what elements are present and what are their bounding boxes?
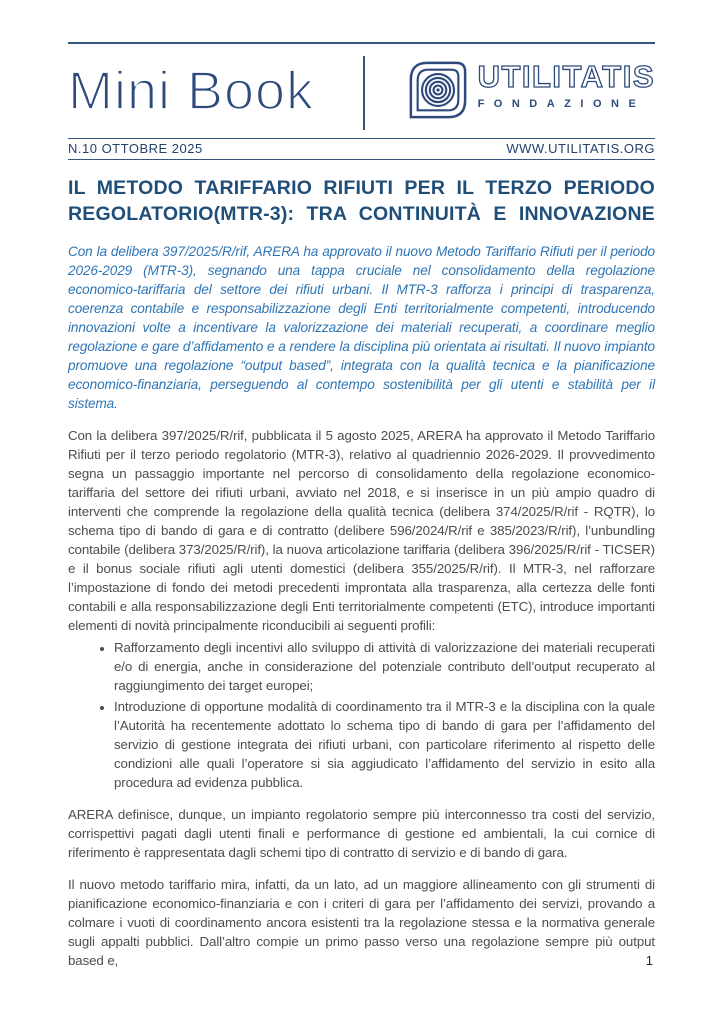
utilitatis-logo [407, 59, 655, 121]
header-divider [363, 56, 365, 130]
article-title: IL METODO TARIFFARIO RIFIUTI PER IL TERZO PERIODO REGOLATORIO(MTR-3): TRA CONTINUITÀ E INNOVAZIONE [68, 177, 655, 225]
novelty-list [68, 638, 655, 792]
list-item-coordinamento: • Introduzione di opportune modalità di coordinamento tra il MTR-3 e la disciplina con la quale l’Autorità ha recentemente adottato lo schema tipo di bando di gara per l’affidamento del servizio di gestione integrata dei rifiuti urbani, con particolare riferimento al rispetto delle condizioni alle quali l’operatore si sia aggiudicato l’affidamento del servizio in esito alla procedura ad evidenza pubblica. [114, 697, 655, 792]
paragraph-delibera: Con la delibera 397/2025/R/rif, pubblicata il 5 agosto 2025, ARERA ha approvato il Metodo Tariffario Rifiuti per il terzo periodo regolatorio (MTR-3), relativo al quadriennio 2026-2029. Il provvedimento segna un passaggio importante nel percorso di consolidamento della regolazione economico-tariffaria del settore dei rifiuti urbani, avviato nel 2018, e si inserisce in un più ampio quadro di interventi che comprende la regolazione della qualità tecnica (delibera 374/2025/R/rif - RQTR), lo schema tipo di bando di gara e di contratto (delibere 596/2024/R/rif e 385/2023/R/rif), l’unbundling contabile (delibera 373/2025/R/rif), la nuova articolazione tariffaria (delibera 396/2025/R/rif - TICSER) e il bonus sociale rifiuti agli utenti domestici (delibera 355/2025/R/rif). Il MTR-3, nel rafforzare l’impostazione di fondo dei metodi precedenti improntata alla trasparenza, alla certezza delle fonti contabili e alla responsabilizzazione degli Enti territorialmente competenti (ETC), introduce importanti elementi di novità principalmente riconducibili ai seguenti profili: [68, 428, 655, 633]
logo-wordmark: UTILITATIS [477, 59, 655, 94]
masthead [68, 44, 655, 138]
website-link[interactable]: WWW.UTILITATIS.ORG [506, 141, 655, 156]
publication-title: Mini Book [68, 61, 315, 121]
concentric-rings-leaf-icon [407, 59, 469, 121]
issue-bar [68, 138, 655, 160]
logo-subtitle: FONDAZIONE [477, 97, 646, 110]
logo-text [478, 59, 655, 110]
article-abstract: Con la delibera 397/2025/R/rif, ARERA ha approvato il nuovo Metodo Tariffario Rifiuti per il periodo 2026-2029 (MTR-3), segnando una tappa cruciale nel consolidamento della regolazione economico-tariffaria del settore dei rifiuti urbani. Il MTR-3 rafforza i principi di trasparenza, coerenza contabile e responsabilizzazione degli Enti territorialmente competenti, introducendo innovazioni volte a incentivare la valorizzazione dei materiali recuperati, a coordinare meglio regolazione e gare d’affidamento e a rendere la disciplina più orientata ai risultati. Il nuovo impianto promuove una regolazione “output based”, integrata con la qualità tecnica e la pianificazione economico-finanziaria, perseguendo al contempo sostenibilità per gli utenti e stabilità per il sistema. [68, 244, 655, 411]
page-number: 1 [645, 953, 653, 968]
paragraph-nuovo-metodo: Il nuovo metodo tariffario mira, infatti, da un lato, ad un maggiore allineamento con gli strumenti di pianificazione economico-finanziaria e con i criteri di gara per l’affidamento dei servizi, provando a colmare i vuoti di coordinamento ancora esistenti tra la regolazione stessa e la normativa generale sugli appalti pubblici. Dall’altro compie un primo passo verso una regolazione sempre più output based e, [68, 877, 655, 968]
paragraph-arera: ARERA definisce, dunque, un impianto regolatorio sempre più interconnesso tra costi del servizio, corrispettivi pagati dagli utenti finali e performance di gestione ed ambientali, la cui cornice di riferimento è rappresentata dagli schemi tipo di contratto di servizio e di bando di gara. [68, 807, 655, 860]
list-item-incentivi: • Rafforzamento degli incentivi allo sviluppo di attività di valorizzazione dei materiali recuperati e/o di energia, anche in considerazione del potenziale contributo dell’output recuperato al raggiungimento dei target europei; [114, 638, 655, 695]
issue-number: N.10 OTTOBRE 2025 [68, 141, 203, 156]
